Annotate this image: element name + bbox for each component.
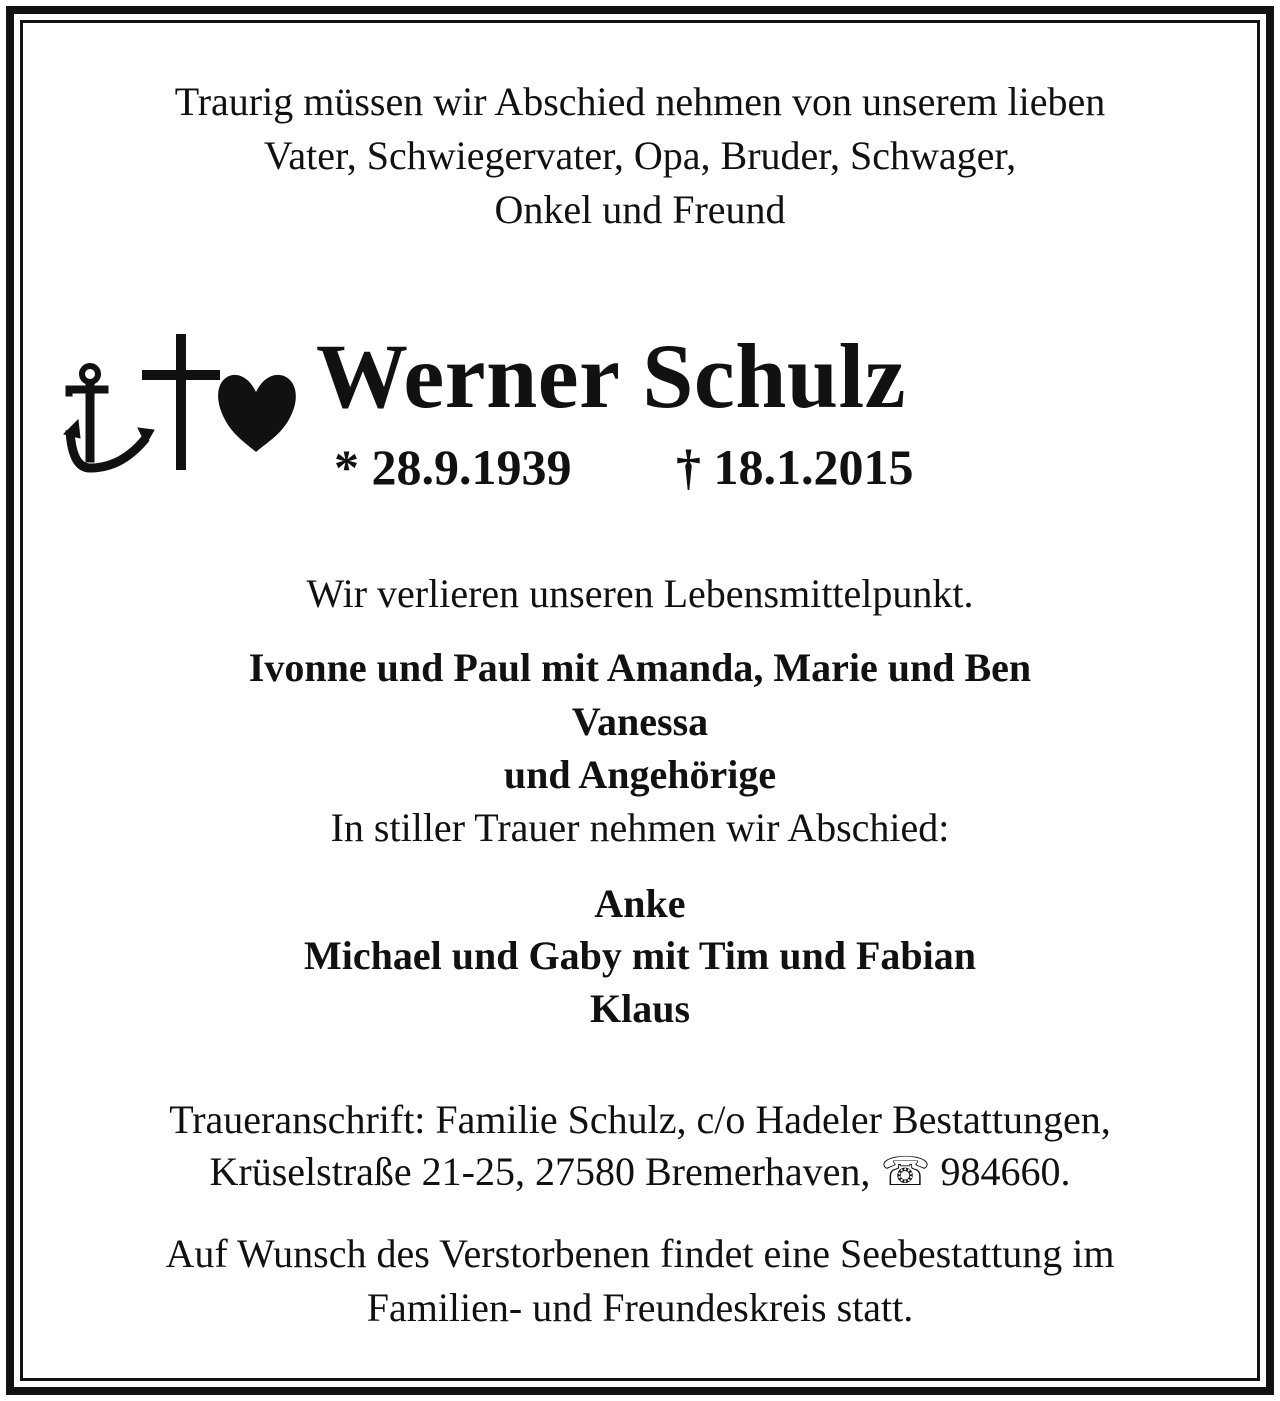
mourners-1-line-3: und Angehörige	[503, 752, 777, 797]
deceased-name: Werner Schulz	[316, 325, 906, 427]
intro-line-3: Onkel und Freund	[494, 187, 786, 232]
statement: Wir verlieren unseren Lebensmittelpunkt.	[306, 571, 974, 616]
phone-icon: ☏	[880, 1149, 931, 1194]
address-line-2	[0, 1149, 1280, 1194]
death-date: † 18.1.2015	[676, 439, 914, 495]
intro-line-2: Vater, Schwiegervater, Opa, Bruder, Schwager,	[263, 133, 1017, 178]
address-line-1: Traueranschrift: Familie Schulz, c/o Hadeler Bestattungen,	[169, 1097, 1111, 1142]
intro-line-1: Traurig müssen wir Abschied nehmen von unserem lieben	[174, 79, 1106, 124]
funeral-note-line-2: Familien- und Freundeskreis statt.	[366, 1285, 914, 1330]
heart-icon	[218, 375, 296, 452]
mourners-2-line-2: Michael und Gaby mit Tim und Fabian	[303, 933, 977, 978]
phone-number: 984660.	[940, 1149, 1071, 1194]
mourning-line: In stiller Trauer nehmen wir Abschied:	[330, 805, 950, 850]
mourners-1-line-1: Ivonne und Paul mit Amanda, Marie und Ben	[248, 645, 1032, 690]
cross-icon	[142, 334, 220, 470]
mourners-2-line-1: Anke	[594, 881, 686, 926]
birth-date: * 28.9.1939	[334, 439, 572, 495]
symbol-emblem	[62, 334, 302, 474]
mourners-1-line-2: Vanessa	[571, 699, 709, 744]
funeral-note-line-1: Auf Wunsch des Verstorbenen findet eine Seebestattung im	[165, 1231, 1115, 1276]
address-street: Krüselstraße 21-25, 27580 Bremerhaven,	[209, 1149, 871, 1194]
mourners-2-line-3: Klaus	[589, 986, 691, 1031]
anchor-icon	[64, 366, 154, 468]
